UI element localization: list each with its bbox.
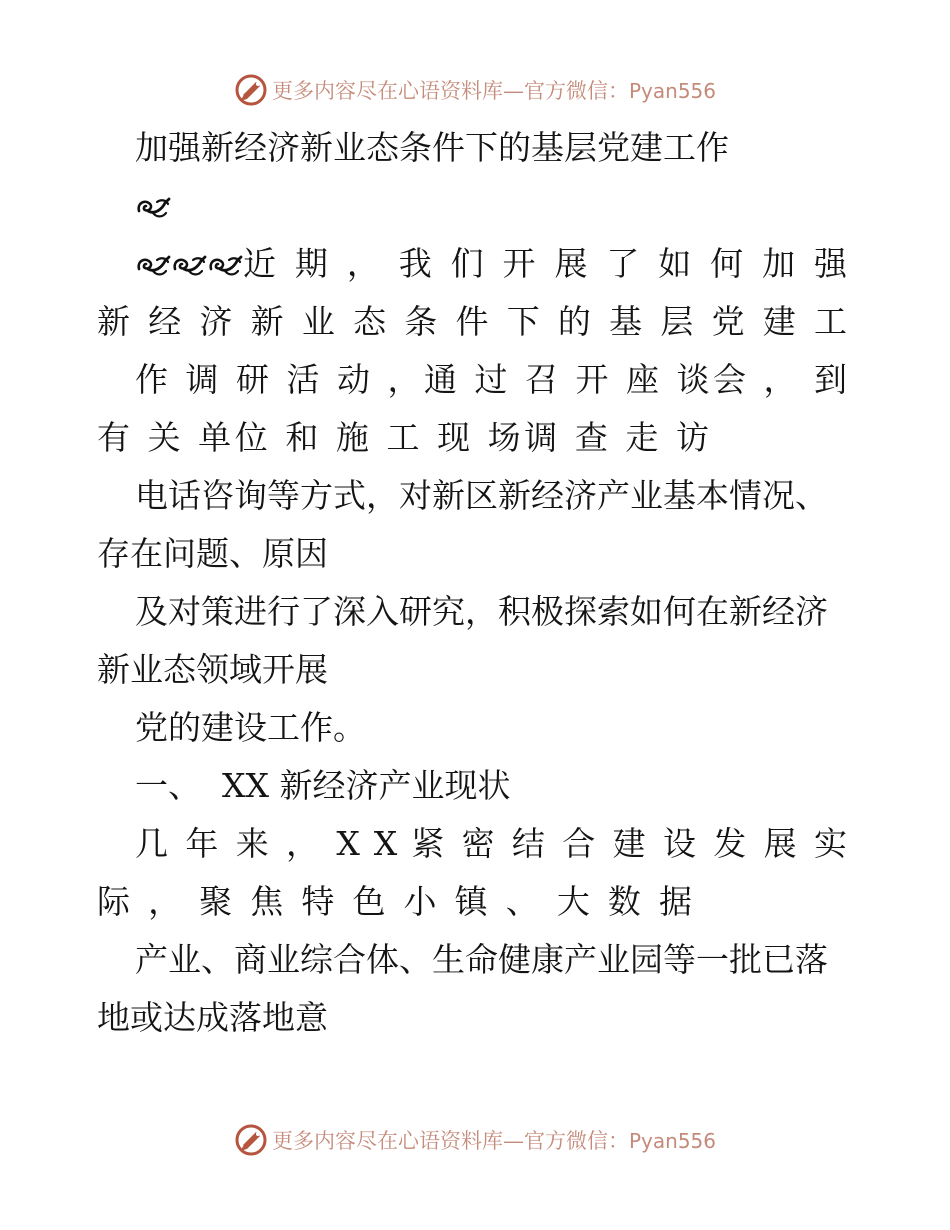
paragraph-line-12: 际 ， 聚 焦 特 色 小 镇 、 大 数 据 <box>97 882 692 921</box>
paragraph-line-13: 产业、商业综合体、生命健康产业园等一批已落 <box>135 940 828 979</box>
header-banner <box>0 70 950 110</box>
footer-banner <box>0 1120 950 1160</box>
ornament-icon <box>135 191 171 221</box>
paragraph-line-5: 电话咨询等方式，对新区新经济产业基本情况、 <box>135 476 828 515</box>
paragraph-line-6: 存在问题、原因 <box>97 534 328 573</box>
pen-logo-icon <box>234 73 268 107</box>
paragraph-line-11: 几 年 来 ， X X 紧 密 结 合 建 设 发 展 实 <box>135 824 847 863</box>
ornament-icon <box>135 249 171 279</box>
paragraph-line-7: 及对策进行了深入研究，积极探索如何在新经济 <box>135 592 828 631</box>
paragraph-line-4: 有 关 单位 和 施 工 现 场调 查 走 访 <box>97 418 709 457</box>
ornament-row <box>135 184 171 228</box>
ornament-icon <box>207 249 243 279</box>
section-heading: 一、 XX 新经济产业现状 <box>135 766 511 805</box>
paragraph-line-8: 新业态领域开展 <box>97 650 328 689</box>
wechat-id: Pyan556 <box>629 79 717 103</box>
ornament-icon <box>171 249 207 279</box>
header-banner-text: 更多内容尽在心语资料库—官方微信：Pyan556 <box>272 79 717 103</box>
pen-logo-icon <box>234 1123 268 1157</box>
paragraph-line-3: 作 调 研 活 动 ，通 过 召 开 座 谈会 ， 到 <box>135 360 847 399</box>
paragraph-line-14: 地或达成落地意 <box>97 998 328 1037</box>
paragraph-line-1: 近 期 ， 我 们 开 展 了 如 何 加 强 <box>135 242 847 286</box>
wechat-id: Pyan556 <box>629 1129 717 1153</box>
document-title: 加强新经济新业态条件下的基层党建工作 <box>135 128 729 167</box>
paragraph-line-2: 新 经 济 新 业 态 条 件 下 的 基 层 党 建 工 <box>97 302 847 341</box>
paragraph-line-9: 党的建设工作。 <box>135 708 366 747</box>
footer-banner-text: 更多内容尽在心语资料库—官方微信：Pyan556 <box>272 1129 717 1153</box>
